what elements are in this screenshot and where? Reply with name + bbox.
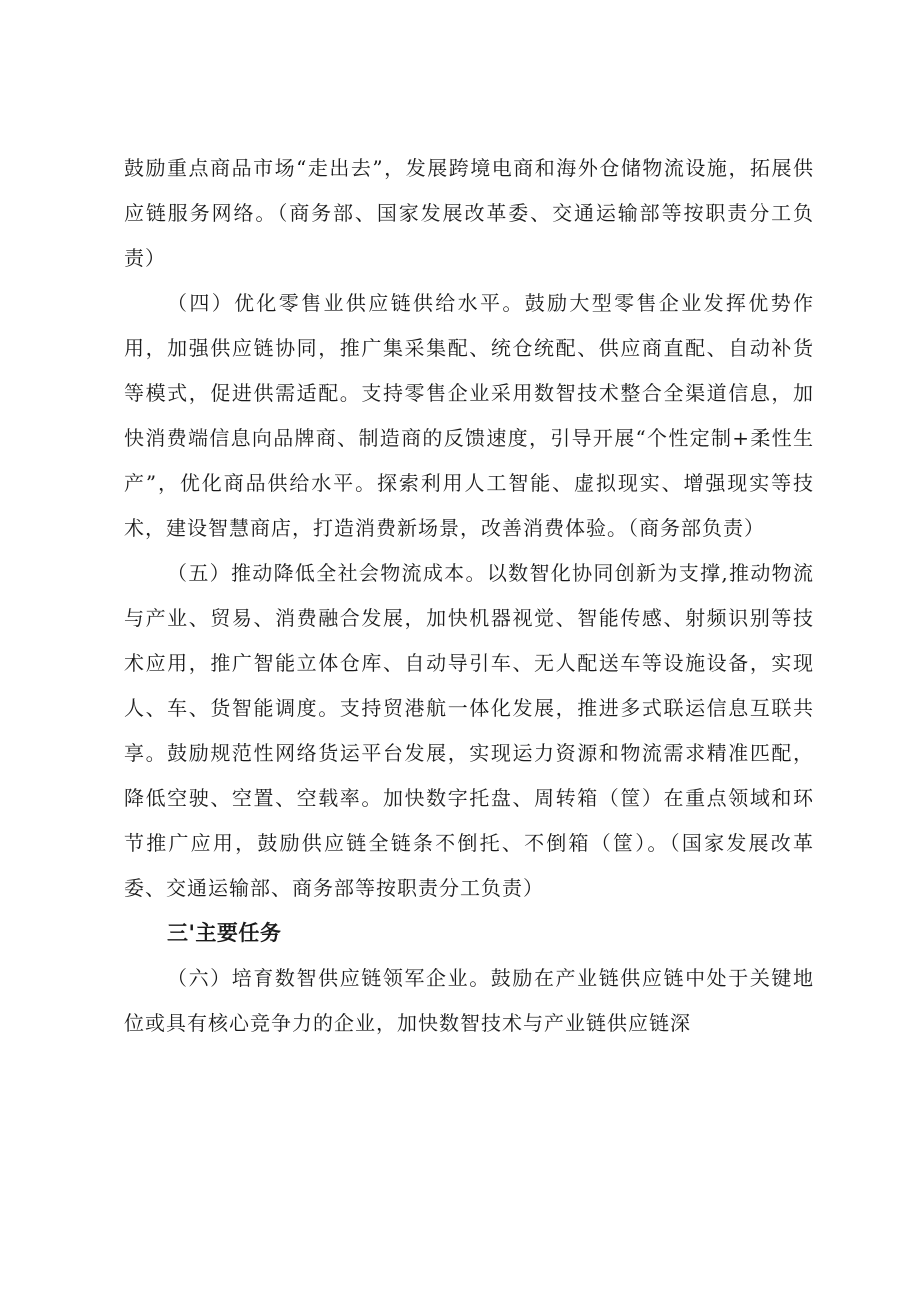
- paragraph-logistics-cost: （五）推动降低全社会物流成本。以数智化协同创新为支撑,推动物流与产业、贸易、消费融合发展，加快机器视觉、智能传感、射频识别等技术应用，推广智能立体仓库、自动导引车、无人配送车等设施设备，实现人、车、货智能调度。支持贸港航一体化发展，推进多式联运信息互联共享。鼓励规范性网络货运平台发展，实现运力资源和物流需求精准匹配，降低空驶、空置、空载率。加快数字托盘、周转箱（筐）在重点领域和环节推广应用，鼓励供应链全链条不倒托、不倒箱（筐）。（国家发展改革委、交通运输部、商务部等按职责分工负责）: [124, 561, 814, 900]
- section-heading: 三'主要任务: [167, 921, 282, 945]
- document-body: [124, 146, 814, 1046]
- paragraph-leading-enterprises: （六）培育数智供应链领军企业。鼓励在产业链供应链中处于关键地位或具有核心竞争力的企业，加快数智技术与产业链供应链深: [124, 966, 814, 1035]
- paragraph-continuation: 鼓励重点商品市场“走出去”，发展跨境电商和海外仓储物流设施，拓展供应链服务网络。（商务部、国家发展改革委、交通运输部等按职责分工负责）: [124, 156, 814, 270]
- paragraph-retail-supply: （四）优化零售业供应链供给水平。鼓励大型零售企业发挥优势作用，加强供应链协同，推广集采集配、统仓统配、供应商直配、自动补货等模式，促进供需适配。支持零售企业采用数智技术整合全渠道信息，加快消费端信息向品牌商、制造商的反馈速度，引导开展“个性定制+柔性生产”，优化商品供给水平。探索利用人工智能、虚拟现实、增强现实等技术，建设智慧商店，打造消费新场景，改善消费体验。（商务部负责）: [124, 291, 814, 540]
